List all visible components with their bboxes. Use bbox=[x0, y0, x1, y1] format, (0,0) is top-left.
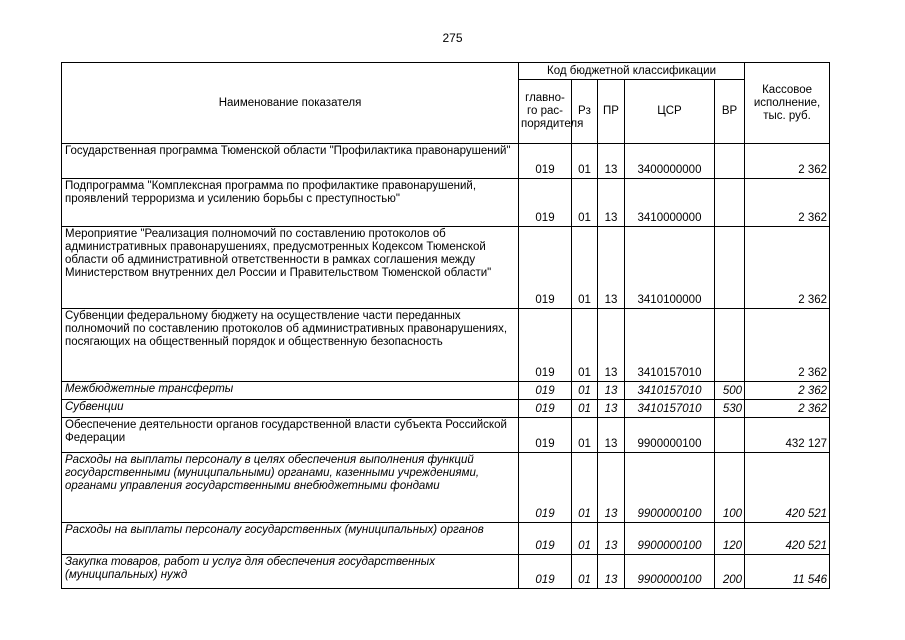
row-vr bbox=[715, 144, 745, 179]
row-name: Обеспечение деятельности органов государственной власти субъекта Российской Федерации bbox=[62, 418, 519, 453]
header-main-manager: главно-го рас-порядителя bbox=[519, 80, 572, 144]
row-amount: 420 521 bbox=[745, 453, 830, 523]
row-csr: 9900000100 bbox=[625, 418, 715, 453]
table-row bbox=[62, 418, 830, 453]
table-row bbox=[62, 382, 830, 400]
row-rz: 01 bbox=[572, 382, 598, 400]
row-main-manager: 019 bbox=[519, 382, 572, 400]
row-name: Межбюджетные трансферты bbox=[62, 382, 519, 400]
row-main-manager: 019 bbox=[519, 227, 572, 309]
row-amount: 2 362 bbox=[745, 382, 830, 400]
row-pr: 13 bbox=[598, 400, 625, 418]
row-pr: 13 bbox=[598, 309, 625, 382]
row-vr bbox=[715, 418, 745, 453]
table-row bbox=[62, 179, 830, 227]
table-row bbox=[62, 227, 830, 309]
header-classification-group: Код бюджетной классификации bbox=[519, 63, 745, 80]
table-row bbox=[62, 144, 830, 179]
row-vr bbox=[715, 179, 745, 227]
row-amount: 2 362 bbox=[745, 227, 830, 309]
row-rz: 01 bbox=[572, 400, 598, 418]
row-name: Мероприятие "Реализация полномочий по составлению протоколов об административных правонарушениях, предусмотренных Кодексом Тюменской области об административной ответственности в рамках соглашения между Министерством внутренних дел России и Правительством Тюменской области" bbox=[62, 227, 519, 309]
row-vr: 100 bbox=[715, 453, 745, 523]
row-main-manager: 019 bbox=[519, 309, 572, 382]
table-row bbox=[62, 523, 830, 555]
row-main-manager: 019 bbox=[519, 400, 572, 418]
row-amount: 432 127 bbox=[745, 418, 830, 453]
header-pr: ПР bbox=[598, 80, 625, 144]
table-body bbox=[62, 144, 830, 589]
row-rz: 01 bbox=[572, 418, 598, 453]
table-header bbox=[62, 63, 830, 144]
row-amount: 2 362 bbox=[745, 179, 830, 227]
row-amount: 2 362 bbox=[745, 144, 830, 179]
row-vr bbox=[715, 227, 745, 309]
header-rz: Рз bbox=[572, 80, 598, 144]
row-vr: 500 bbox=[715, 382, 745, 400]
row-vr bbox=[715, 309, 745, 382]
row-vr: 530 bbox=[715, 400, 745, 418]
header-vr: ВР bbox=[715, 80, 745, 144]
row-csr: 3410157010 bbox=[625, 400, 715, 418]
row-main-manager: 019 bbox=[519, 555, 572, 589]
row-pr: 13 bbox=[598, 523, 625, 555]
row-name: Подпрограмма "Комплексная программа по профилактике правонарушений, проявлений терроризма и усилению борьбы с преступностью" bbox=[62, 179, 519, 227]
row-csr: 9900000100 bbox=[625, 523, 715, 555]
table-row bbox=[62, 309, 830, 382]
row-pr: 13 bbox=[598, 227, 625, 309]
row-rz: 01 bbox=[572, 179, 598, 227]
row-pr: 13 bbox=[598, 555, 625, 589]
header-csr: ЦСР bbox=[625, 80, 715, 144]
row-rz: 01 bbox=[572, 227, 598, 309]
row-name: Расходы на выплаты персоналу в целях обеспечения выполнения функций государственными (муниципальными) органами, казенными учреждениями, органами управления государственными внебюджетными фондами bbox=[62, 453, 519, 523]
table-row bbox=[62, 400, 830, 418]
row-csr: 3410157010 bbox=[625, 382, 715, 400]
row-csr: 9900000100 bbox=[625, 555, 715, 589]
row-rz: 01 bbox=[572, 309, 598, 382]
row-pr: 13 bbox=[598, 418, 625, 453]
header-name: Наименование показателя bbox=[62, 63, 519, 144]
row-vr: 200 bbox=[715, 555, 745, 589]
row-pr: 13 bbox=[598, 453, 625, 523]
row-rz: 01 bbox=[572, 555, 598, 589]
row-amount: 2 362 bbox=[745, 400, 830, 418]
row-main-manager: 019 bbox=[519, 418, 572, 453]
row-main-manager: 019 bbox=[519, 179, 572, 227]
row-rz: 01 bbox=[572, 144, 598, 179]
table-row bbox=[62, 453, 830, 523]
table-row bbox=[62, 555, 830, 589]
row-main-manager: 019 bbox=[519, 453, 572, 523]
row-csr: 3410100000 bbox=[625, 227, 715, 309]
row-amount: 420 521 bbox=[745, 523, 830, 555]
row-csr: 3400000000 bbox=[625, 144, 715, 179]
row-main-manager: 019 bbox=[519, 523, 572, 555]
row-csr: 3410157010 bbox=[625, 309, 715, 382]
budget-execution-table bbox=[61, 62, 830, 589]
row-name: Расходы на выплаты персоналу государственных (муниципальных) органов bbox=[62, 523, 519, 555]
row-vr: 120 bbox=[715, 523, 745, 555]
row-rz: 01 bbox=[572, 453, 598, 523]
row-name: Государственная программа Тюменской области "Профилактика правонарушений" bbox=[62, 144, 519, 179]
row-pr: 13 bbox=[598, 382, 625, 400]
row-amount: 11 546 bbox=[745, 555, 830, 589]
row-name: Закупка товаров, работ и услуг для обеспечения государственных (муниципальных) нужд bbox=[62, 555, 519, 589]
row-pr: 13 bbox=[598, 144, 625, 179]
page-number: 275 bbox=[442, 31, 463, 45]
row-amount: 2 362 bbox=[745, 309, 830, 382]
row-csr: 3410000000 bbox=[625, 179, 715, 227]
row-name: Субвенции bbox=[62, 400, 519, 418]
row-main-manager: 019 bbox=[519, 144, 572, 179]
row-rz: 01 bbox=[572, 523, 598, 555]
row-csr: 9900000100 bbox=[625, 453, 715, 523]
header-cash-execution: Кассовое исполнение, тыс. руб. bbox=[745, 63, 830, 144]
row-pr: 13 bbox=[598, 179, 625, 227]
row-name: Субвенции федеральному бюджету на осуществление части переданных полномочий по составлению протоколов об административных правонарушениях, посягающих на общественный порядок и общественную безопасность bbox=[62, 309, 519, 382]
